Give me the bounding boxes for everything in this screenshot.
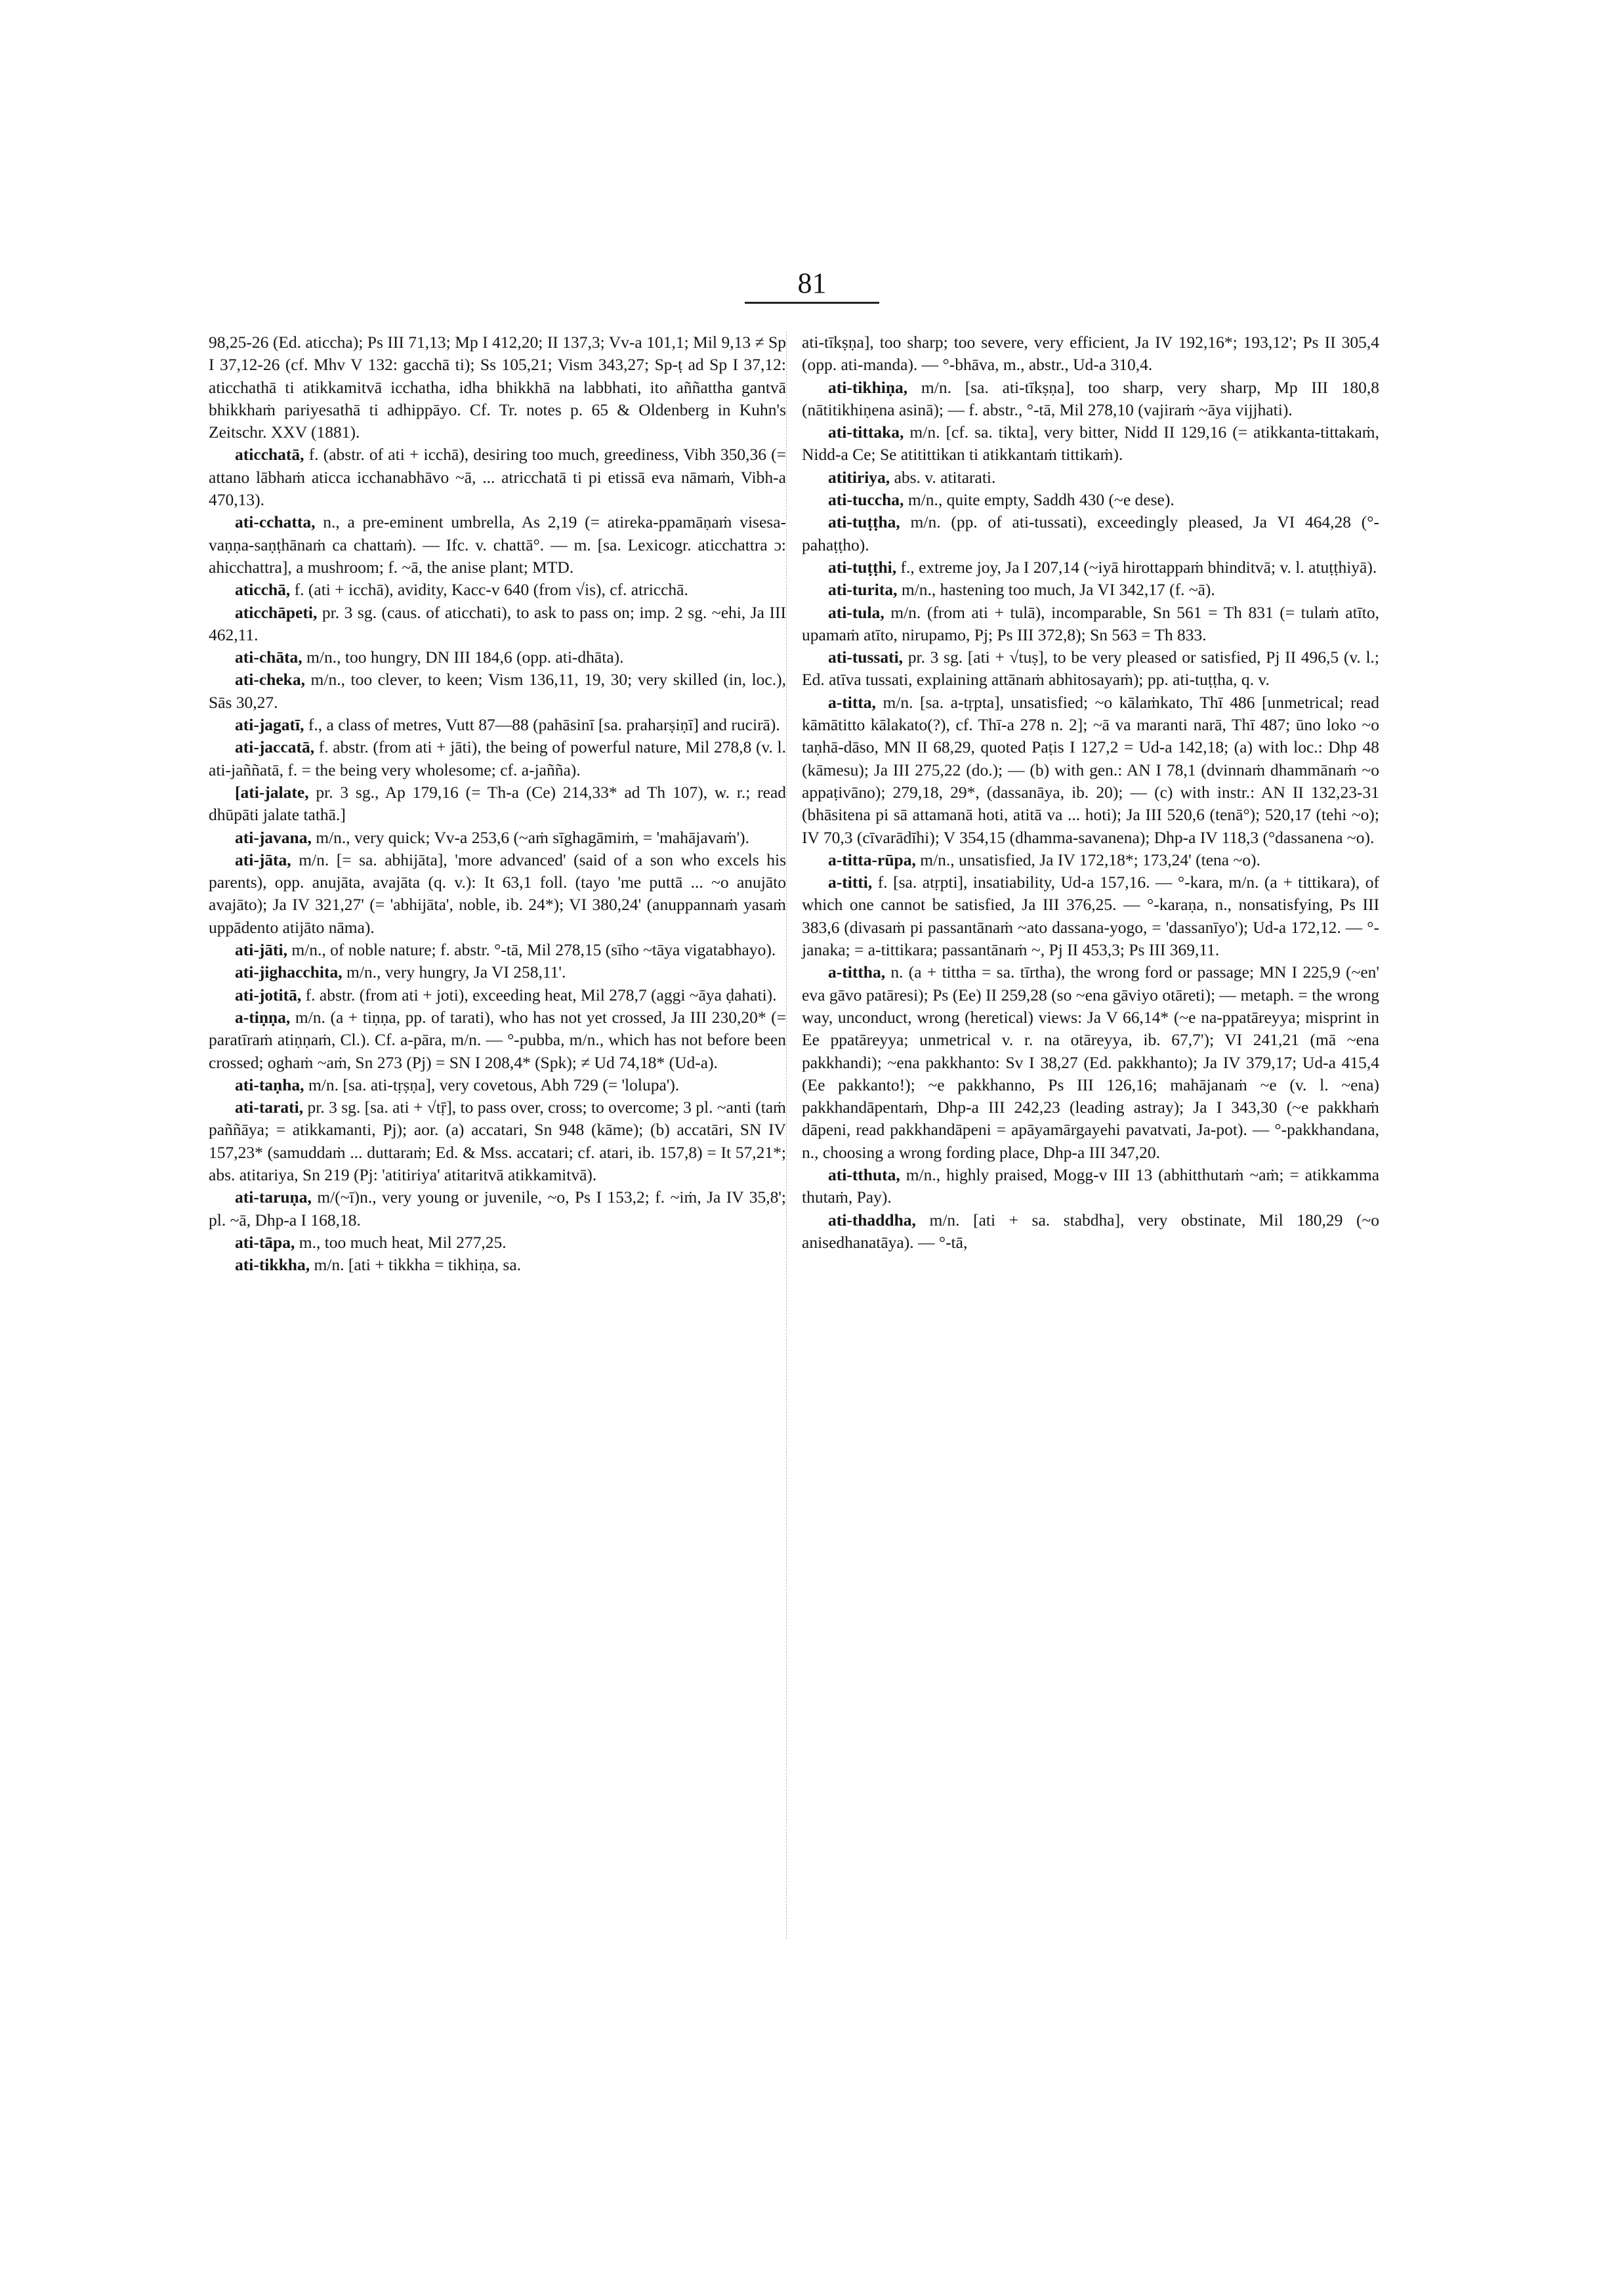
dictionary-entry (209, 1006, 786, 1074)
dictionary-entry (209, 669, 786, 714)
entry-headword: ati-tuṭṭha, (828, 512, 900, 532)
entry-headword: ati-tula, (828, 602, 885, 622)
dictionary-entry (802, 871, 1379, 961)
dictionary-entry (209, 331, 786, 444)
entry-text: f. (abstr. of ati + icchā), desiring too much, greediness, Vibh 350,36 (= attano lābhaṁ aticca icchanabhāvo ~ā, ... atricchatā ti pi etissā eva nāmaṁ, Vibh-a 470,13). (209, 445, 787, 510)
entry-text: m/n., too hungry, DN III 184,6 (opp. ati-dhāta). (306, 648, 624, 667)
dictionary-entry (802, 331, 1379, 377)
entry-headword: ati-jighacchita, (235, 962, 343, 982)
dictionary-entry (209, 1254, 786, 1276)
entry-headword: aticchāpeti, (235, 602, 318, 622)
entry-text: f., a class of metres, Vutt 87—88 (pahāsinī [sa. praharṣiṇī] and rucirā). (308, 715, 780, 735)
dictionary-entry (802, 692, 1379, 849)
entry-text: abs. v. atitarati. (894, 467, 996, 487)
entry-headword: ati-jāta, (235, 850, 291, 869)
dictionary-entry (209, 984, 786, 1006)
dictionary-entry (209, 646, 786, 669)
entry-text: f. abstr. (from ati + joti), exceeding heat, Mil 278,7 (aggi ~āya ḍahati). (305, 985, 777, 1004)
entry-headword: a-tittha, (828, 962, 886, 982)
column-left (209, 331, 786, 1276)
entry-headword: [ati-jalate, (235, 782, 309, 802)
dictionary-entry (802, 466, 1379, 489)
entry-text: m/n., quite empty, Saddh 430 (~e dese). (907, 490, 1175, 510)
entry-text: m/n. [= sa. abhijāta], 'more advanced' (said of a son who excels his parents), opp. anujāta, avajāta (q. v.): It 63,1 foll. (tayo 'me puttā ... ~o anujāto avajāto); Ja IV 321,27' (= 'abhijāta', noble, ib. 24*); VI 380,24' (anuppannaṁ yasaṁ uppādento atijāto nāma). (209, 850, 787, 937)
entry-headword: ati-tuccha, (828, 490, 904, 510)
entry-headword: ati-chāta, (235, 648, 302, 667)
dictionary-entry (209, 511, 786, 579)
entry-text: m/n. [ati + tikkha = tikhiṇa, sa. (314, 1255, 522, 1275)
entry-text: ati-tīkṣṇa], too sharp; too severe, very efficient, Ja IV 192,16*; 193,12'; Ps II 305,4 (opp. ati-manda). — °-bhāva, m., abstr., Ud-a 310,4. (802, 333, 1379, 375)
entry-text: f. abstr. (from ati + jāti), the being of powerful nature, Mil 278,8 (v. l. ati-jaññatā, f. = the being very wholesome; cf. a-jañña). (209, 737, 786, 779)
dictionary-entry (209, 849, 786, 939)
entry-text: m/n., highly praised, Mogg-v III 13 (abhitthutaṁ ~aṁ; = atikkamma thutaṁ, Pay). (802, 1165, 1380, 1207)
dictionary-entry (802, 421, 1379, 466)
entry-headword: ati-tthuta, (828, 1165, 900, 1184)
entry-text: m/n. [ati + sa. stabdha], very obstinate, Mil 180,29 (~o anisedhanatāya). — °-tā, (802, 1210, 1379, 1252)
column-divider (786, 331, 787, 1939)
entry-headword: ati-tussati, (828, 648, 904, 667)
entry-headword: a-tiṇṇa, (235, 1007, 291, 1027)
entry-headword: ati-tittaka, (828, 423, 904, 442)
entry-headword: ati-javana, (235, 827, 312, 847)
entry-text: m/n. (a + tiṇṇa, pp. of tarati), who has not yet crossed, Ja III 230,20* (= paratīraṁ atiṇṇaṁ, Cl.). Cf. a-pāra, m/n. — °-pubba, m/n., which has not before been crossed; oghaṁ ~aṁ, Sn 273 (Pj) = SN I 208,4* (Spk); ≠ Ud 74,18* (Ud-a). (209, 1007, 786, 1072)
dictionary-entry (209, 939, 786, 961)
entry-headword: atitiriya, (828, 467, 890, 487)
dictionary-entry (209, 1074, 786, 1096)
dictionary-entry (209, 961, 786, 983)
entry-headword: ati-cheka, (235, 670, 305, 690)
entry-headword: ati-jotitā, (235, 985, 302, 1004)
entry-text: m/n. (from ati + tulā), incomparable, Sn 561 = Th 831 (= tulaṁ atīto, upamaṁ atīto, nirupamo, Pj; Ps III 372,8); Sn 563 = Th 833. (802, 602, 1380, 644)
entry-text: pr. 3 sg. (caus. of aticchati), to ask to pass on; imp. 2 sg. ~ehi, Ja III 462,11. (209, 602, 787, 644)
entry-text: m/n. [sa. ati-tīkṣṇa], too sharp, very sharp, Mp III 180,8 (nātitikhiṇena asinā); — f. abstr., °-tā, Mil 278,10 (vajiraṁ ~āya vijjhati). (802, 377, 1380, 419)
entry-headword: ati-turita, (828, 580, 898, 600)
dictionary-entry (209, 1096, 786, 1186)
dictionary-entry (802, 511, 1379, 556)
dictionary-entry (209, 602, 786, 647)
entry-headword: ati-tuṭṭhi, (828, 557, 897, 577)
dictionary-entry (802, 961, 1379, 1164)
entry-text: m., too much heat, Mil 277,25. (299, 1232, 507, 1252)
entry-text: m/n., too clever, to keen; Vism 136,11, 19, 30; very skilled (in, loc.), Sās 30,27. (209, 670, 786, 712)
dictionary-entry (802, 579, 1379, 601)
dictionary-entry (802, 377, 1379, 422)
entry-text: m/n. [cf. sa. tikta], very bitter, Nidd II 129,16 (= atikkanta-tittakaṁ, Nidd-a Ce; Se atitittikan ti atikkantaṁ tittikaṁ). (802, 423, 1380, 465)
entry-headword: ati-taṇha, (235, 1075, 304, 1094)
entry-text: n., a pre-eminent umbrella, As 2,19 (= atireka-ppamāṇaṁ visesa-vaṇṇa-saṇṭhānaṁ ca chattaṁ). — Ifc. v. chattā°. — m. [sa. Lexicogr. aticchattra ɔ: ahicchattra], a mushroom; f. ~ā, the anise plant; MTD. (209, 512, 786, 577)
entry-text: n. (a + tittha = sa. tīrtha), the wrong ford or passage; MN I 225,9 (~en' eva gāvo patāresi); Ps (Ee) II 259,28 (so ~ena gāviyo otāreti); — metaph. = the wrong way, unconduct, wrong (heretical) views: Ja V 66,14* (~e na-ppatāreyya; misprint in Ee ppatāreyya; unmetrical v. r. na otāreyya, ib. 67,7'); VI 241,21 (mā ~ena pakkhandi); ~ena pakkhanto: Sv I 38,27 (Ed. pakkhanto); Ja IV 379,17; Ud-a 415,4 (Ee pakkanto!); ~e pakkhanno, Ps III 126,16; mahājanaṁ ~e (v. l. ~ena) pakkhandāpentaṁ, Dhp-a III 242,23 (leading astray); Ja I 343,30 (~e pakkhaṁ dāpeni, read pakkhandāpeni = apāyamārgayehi pavatvati, Ja-pot). — °-pakkhandana, n., choosing a wrong fording place, Dhp-a III 347,20. (802, 962, 1379, 1162)
dictionary-entry (209, 781, 786, 827)
dictionary-entry (802, 849, 1379, 871)
column-right (802, 331, 1379, 1254)
entry-text: m/(~ī)n., very young or juvenile, ~o, Ps I 153,2; f. ~iṁ, Ja IV 35,8'; pl. ~ā, Dhp-a I 168,18. (209, 1188, 786, 1230)
entry-headword: ati-jagatī, (235, 715, 304, 735)
dictionary-entry (209, 1186, 786, 1231)
entry-headword: a-titta-rūpa, (828, 850, 916, 869)
page-number-rule (745, 302, 879, 304)
entry-text: m/n., of noble nature; f. abstr. °-tā, Mil 278,15 (sīho ~tāya vigatabhayo). (291, 940, 776, 960)
entry-headword: ati-tikhiṇa, (828, 377, 908, 397)
entry-headword: ati-cchatta, (235, 512, 316, 532)
entry-text: f. (ati + icchā), avidity, Kacc-v 640 (from √is), cf. atricchā. (294, 580, 688, 600)
dictionary-entry (802, 1209, 1379, 1254)
entry-headword: aticchatā, (235, 445, 304, 465)
entry-text: f. [sa. atṛpti], insatiability, Ud-a 157,16. — °-kara, m/n. (a + tittikara), of which one cannot be satisfied, Ja III 376,25. — °-karaṇa, n., nonsatisfying, Ps III 383,6 (divasaṁ pi passantānaṁ ~ato dassana-yogo, = 'dassanīyo'); Ud-a 172,12. — °-janaka; = a-tittikara; passantānaṁ ~, Pj II 453,3; Ps III 369,11. (802, 873, 1380, 960)
entry-text: m/n. (pp. of ati-tussati), exceedingly pleased, Ja VI 464,28 (°-pahaṭṭho). (802, 512, 1379, 554)
entry-headword: ati-tikkha, (235, 1255, 310, 1275)
entry-headword: a-titti, (828, 873, 873, 892)
dictionary-entry (209, 579, 786, 601)
entry-text: 98,25-26 (Ed. aticcha); Ps III 71,13; Mp I 412,20; II 137,3; Vv-a 101,1; Mil 9,13 ≠ Sp I 37,12-26 (cf. Mhv V 132: gacchā ti); Ss 105,21; Vism 343,27; Sp-ṭ ad Sp I 37,12: aticchathā ti atikkamitvā icchatha, idha bhikkhā na labbhati, ito aññattha gantvā bhikkhaṁ pariyesathā ti adhippāyo. Cf. Tr. notes p. 65 & Oldenberg in Kuhn's Zeitschr. XXV (1881). (209, 333, 786, 442)
entry-headword: ati-taruṇa, (235, 1188, 312, 1207)
entry-headword: ati-tarati, (235, 1098, 304, 1117)
entry-headword: ati-jaccatā, (235, 737, 315, 757)
dictionary-entry (802, 489, 1379, 511)
dictionary-entry (802, 556, 1379, 579)
dictionary-entry (209, 1231, 786, 1254)
dictionary-entry (209, 714, 786, 736)
entry-text: f., extreme joy, Ja I 207,14 (~iyā hirottappaṁ bhinditvā; v. l. atuṭṭhiyā). (900, 557, 1377, 577)
dictionary-entry (209, 736, 786, 781)
entry-text: m/n., very quick; Vv-a 253,6 (~aṁ sīghagāmiṁ, = 'mahājavaṁ'). (316, 827, 750, 847)
entry-headword: a-titta, (828, 692, 876, 712)
dictionary-entry (209, 827, 786, 849)
entry-text: pr. 3 sg. [ati + √tuṣ], to be very pleased or satisfied, Pj II 496,5 (v. l.; Ed. atīva tussati, explaining attānaṁ abhitosayaṁ); pp. ati-tuṭṭha, q. v. (802, 648, 1380, 690)
entry-text: m/n. [sa. a-tṛpta], unsatisfied; ~o kālaṁkato, Thī 486 [unmetrical; read kāmātitto kālakato(?), cf. Thī-a 278 n. 2]; ~ā va maranti narā, Thī 487; ūno loko ~o taṇhā-dāso, MN II 68,29, quoted Paṭis I 127,2 = Ud-a 142,18; (a) with loc.: Dhp 48 (kāmesu); Ja III 275,22 (do.); — (b) with gen.: AN I 78,1 (dvinnaṁ dhammānaṁ ~o appaṭivāno); 279,18, 29*, (dassanāya, ib. 20); — (c) with instr.: AN II 132,23-31 (bhāsitena pi sā attamanā hoti, atitā va ... hoti); Ja III 520,6 (tenā°); 520,17 (tehi ~o); IV 70,3 (cīvarādīhi); V 354,15 (dhamma-savanena); Dhp-a IV 118,3 (°dassanena ~o). (802, 692, 1379, 847)
entry-text: m/n., unsatisfied, Ja IV 172,18*; 173,24' (tena ~o). (920, 850, 1260, 869)
dictionary-entry (802, 646, 1379, 692)
entry-text: pr. 3 sg., Ap 179,16 (= Th-a (Ce) 214,33* ad Th 107), w. r.; read dhūpāti jalate tathā.] (209, 782, 787, 825)
dictionary-entry (209, 444, 786, 511)
page-number: 81 (797, 267, 827, 299)
entry-text: m/n., hastening too much, Ja VI 342,17 (f. ~ā). (901, 580, 1215, 600)
entry-text: m/n. [sa. ati-tṛṣṇa], very covetous, Abh 729 (= 'lolupa'). (308, 1075, 680, 1094)
entry-headword: aticchā, (235, 580, 291, 600)
entry-headword: ati-thaddha, (828, 1210, 916, 1230)
entry-text: m/n., very hungry, Ja VI 258,11'. (346, 962, 566, 982)
entry-text: pr. 3 sg. [sa. ati + √tṝ], to pass over, cross; to overcome; 3 pl. ~anti (taṁ paññāya; = atikkamanti, Pj); aor. (a) accatari, Sn 948 (kāme); (b) accatāri, SN IV 157,23* (samuddaṁ ... duttaraṁ; Ed. & Mss. accatari; cf. atari, ib. 157,8) = It 57,21*; abs. atitariya, Sn 219 (Pj: 'atitiriya' atitaritvā atikkamitvā). (209, 1098, 787, 1184)
dictionary-entry (802, 1164, 1379, 1209)
entry-headword: ati-jāti, (235, 940, 288, 960)
dictionary-entry (802, 602, 1379, 647)
entry-headword: ati-tāpa, (235, 1232, 295, 1252)
